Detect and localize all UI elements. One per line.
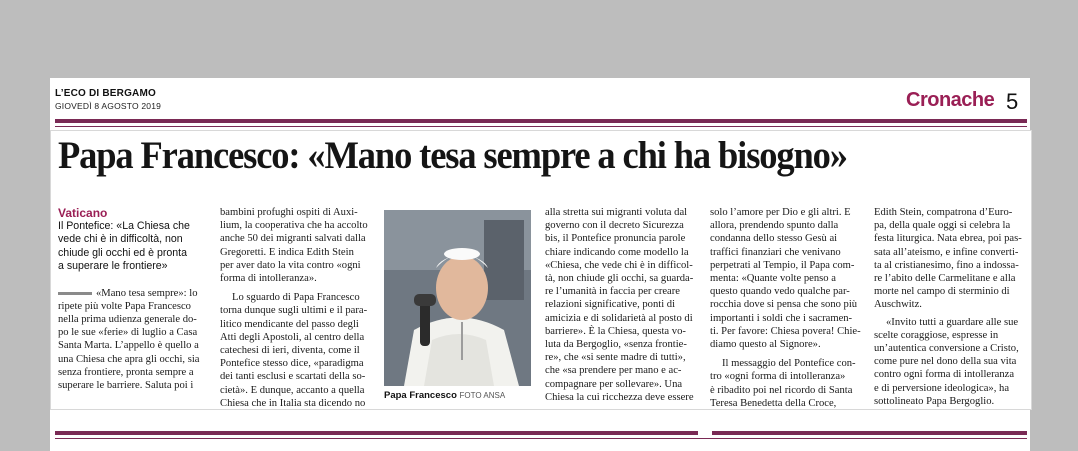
- pope-photo: [384, 210, 531, 386]
- text-line: Edith Stein, compatrona d’Euro-: [874, 207, 1013, 218]
- text-line: Auschwitz.: [874, 299, 922, 311]
- text-line: Chiesa che in Italia sta dicendo no: [220, 397, 366, 409]
- text-line: re l’umanità in faccia per creare: [545, 286, 680, 298]
- footer-rule-right: [712, 431, 1027, 435]
- text-line: litico mendicante del passo degli: [220, 318, 359, 330]
- text-line: Gregoretti. E indica Edith Stein: [220, 246, 354, 258]
- column-2: [220, 206, 372, 410]
- text-line: per aver dato la vita contro «ogni: [220, 259, 361, 271]
- text-line: nella prima udienza generale do-: [58, 314, 197, 326]
- text-line: lium, la cooperativa che ha accolto: [220, 220, 368, 232]
- dash-icon: [58, 292, 92, 295]
- photo-caption: [384, 390, 505, 401]
- text-line: superare le barriere. Saluta poi i: [58, 380, 194, 392]
- text-line: diamo questo al Signore».: [710, 339, 821, 351]
- text-line: Teresa Benedetta della Croce,: [710, 397, 837, 409]
- text-line: barriere». È la Chiesa, questa vo-: [545, 325, 686, 337]
- text-line: una Chiesa che apra gli occhi, sia: [58, 353, 200, 365]
- text-line: relazioni significative, ponti di: [545, 299, 676, 311]
- text-line: è ribadito poi nel ricordo di Santa: [710, 384, 853, 396]
- text-line: catechesi di ieri, diventa, come il: [220, 345, 360, 357]
- text-line: Atti degli Apostoli, al centro della: [220, 331, 365, 343]
- text-line: Santa Marta. L’appello è quello a: [58, 340, 199, 352]
- text-line: sata all’ateismo, e infine converti-: [874, 246, 1019, 258]
- text-line: condanna dello stesso Gesù ai: [710, 233, 838, 245]
- text-line: pa, della quale oggi si celebra la: [874, 220, 1011, 232]
- summary-line: chiude gli occhi ed è pronta: [58, 246, 187, 259]
- issue-date: GIOVEDÌ 8 AGOSTO 2019: [55, 101, 162, 111]
- text-line: ripete più volte Papa Francesco: [58, 300, 191, 312]
- summary-line: a superare le frontiere»: [58, 260, 168, 273]
- text-line: ti. Per favore: Chiesa povera! Chie-: [710, 325, 861, 337]
- column-5: [874, 206, 1026, 408]
- text-line: traffici finanziari che venivano: [710, 246, 841, 258]
- text-line: perpetrati al Tempio, il Papa com-: [710, 259, 855, 271]
- caption-credit: FOTO ANSA: [459, 391, 506, 400]
- caption-name: Papa Francesco: [384, 390, 457, 401]
- text-line: dei tanti esclusi e scartati della so-: [220, 371, 366, 383]
- text-line: contro ogni forma di intolleranza: [874, 369, 1015, 381]
- text-line: rocchia dove si pensa che sono più: [710, 299, 858, 311]
- footer-rule-thin: [55, 438, 1027, 439]
- text-line: re», che «si sente madre di tutti»,: [545, 352, 686, 364]
- text-line: festa liturgica. Nata ebrea, poi pas-: [874, 233, 1022, 245]
- text-line: importanti i soldi che i sacramen-: [710, 312, 853, 324]
- footer-rule-left: [55, 431, 698, 435]
- summary-line: vede chi è in difficoltà, non: [58, 233, 183, 246]
- text-line: cietà». E dunque, accanto a quella: [220, 384, 365, 396]
- text-line: questo quando vedo qualche par-: [710, 286, 850, 298]
- text-line: compagnare per sollevare». Una: [545, 378, 683, 390]
- text-line: come pure nel dono della sua vita: [874, 356, 1017, 368]
- text-line: «Mano tesa sempre»: lo: [58, 287, 208, 300]
- text-line: sottolineato Papa Bergoglio.: [874, 395, 995, 407]
- text-line: senza frontiere, pronta sempre a: [58, 366, 194, 378]
- text-line: morte nel campo di sterminio di: [874, 286, 1010, 298]
- column-4: [710, 206, 862, 410]
- page-number: 5: [1006, 89, 1019, 114]
- text-line: «Invito tutti a guardare alle sue: [886, 316, 1019, 328]
- text-line: solo l’amore per Dio e gli altri. E: [710, 207, 851, 218]
- text-line: Pontefice stesso dice, «paradigma: [220, 358, 364, 370]
- column-1: [58, 206, 208, 392]
- text-line: allora, prendendo spunto dalla: [710, 220, 839, 232]
- text-line: ta al cristianesimo, fino a indossa-: [874, 259, 1019, 271]
- text-line: tro «ogni forma di intolleranza»: [710, 371, 846, 383]
- text-line: che «sa prendere per mano e ac-: [545, 365, 682, 377]
- text-line: «Chiesa, che vede chi è in difficol-: [545, 259, 693, 271]
- pope-illustration: [384, 210, 531, 386]
- headline: Papa Francesco: «Mano tesa sempre a chi ha bisogno»: [58, 134, 847, 177]
- text-line: amicizia e di solidarietà al posto di: [545, 312, 693, 324]
- text-line: menta: «Quante volte penso a: [710, 273, 836, 285]
- text-line: bis, il Pontefice pronuncia parole: [545, 233, 686, 245]
- text-line: chiare indicando come modello la: [545, 246, 689, 258]
- text-line: re l’abito delle Carmelitane e alla: [874, 273, 1016, 285]
- text-line: Lo sguardo di Papa Francesco: [232, 292, 360, 304]
- text-line: anche 50 dei migranti salvati dalla: [220, 233, 366, 245]
- text-line: governo con il decreto Sicurezza: [545, 220, 684, 232]
- kicker: Vaticano: [58, 206, 108, 220]
- text-line: tà, non chiude gli occhi, sa guarda-: [545, 273, 694, 285]
- text-line: Chiesa la cui ricchezza deve essere: [545, 391, 694, 403]
- header-rule-thin: [55, 126, 1027, 127]
- body-text: [58, 287, 208, 393]
- column-3: [545, 206, 697, 404]
- text-line: po le sue «ferie» di luglio a Casa: [58, 327, 198, 339]
- text-line: scelte coraggiose, espresse in: [874, 329, 999, 341]
- text-line: alla stretta sui migranti voluta dal: [545, 207, 688, 218]
- text-line: un’autentica conversione a Cristo,: [874, 343, 1019, 355]
- text-line: forma di intolleranza».: [220, 273, 317, 285]
- text-line: e di perversione ideologica», ha: [874, 382, 1010, 394]
- text-line: torna dunque sugli ultimi e il para-: [220, 305, 368, 317]
- summary-line: Il Pontefice: «La Chiesa che: [58, 220, 190, 232]
- summary: [58, 220, 208, 274]
- text-line: Il messaggio del Pontefice con-: [722, 358, 856, 370]
- newspaper-name: L’ECO DI BERGAMO: [55, 88, 156, 99]
- header-rule: [55, 119, 1027, 123]
- text-line: bambini profughi ospiti di Auxi-: [220, 207, 358, 218]
- text-line: luta da Bergoglio, «senza frontie-: [545, 339, 687, 351]
- section-title: Cronache: [906, 89, 995, 111]
